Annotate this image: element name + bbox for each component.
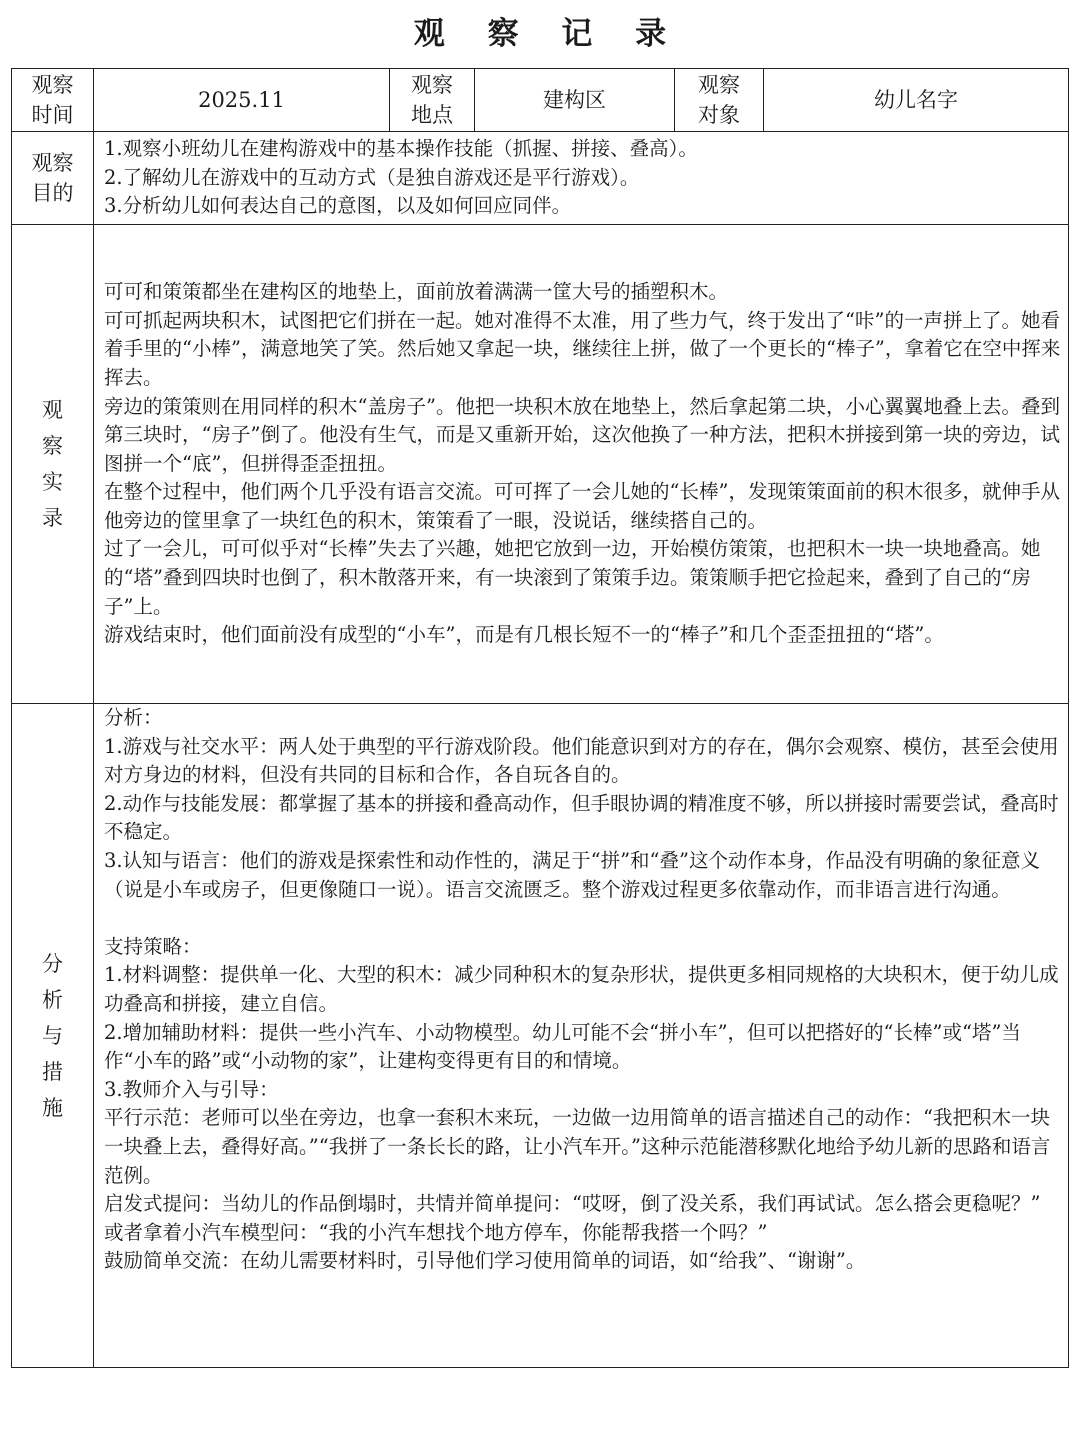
record-label-char: 实	[42, 470, 63, 494]
observation-table	[11, 68, 1069, 1368]
record-row	[12, 225, 1069, 704]
header-row	[12, 69, 1069, 132]
record-content	[94, 225, 1069, 704]
analysis-item: 1.游戏与社交水平：两人处于典型的平行游戏阶段。他们能意识到对方的存在，偶尔会观察、模仿，甚至会使用对方身边的材料，但没有共同的目标和合作，各自玩各自的。	[104, 734, 1059, 787]
spacer	[104, 904, 1064, 933]
strategy-item: 2.增加辅助材料：提供一些小汽车、小动物模型。幼儿可能不会“拼小车”，但可以把搭好的“长棒”或“塔”当作“小车的路”或“小动物的家”，让建构变得更有目的和情境。	[104, 1020, 1021, 1073]
record-label-char: 察	[42, 434, 63, 458]
purpose-content	[94, 132, 1069, 225]
record-paragraph: 可可和策策都坐在建构区的地垫上，面前放着满满一筐大号的插塑积木。	[104, 280, 729, 304]
strategy-item: 启发式提问：当幼儿的作品倒塌时，共情并简单提问：“哎呀，倒了没关系，我们再试试。怎么搭会更稳呢？” 或者拿着小汽车模型问：“我的小汽车想找个地方停车，你能帮我搭一个吗？”	[104, 1192, 1041, 1244]
analysis-row	[12, 704, 1069, 1368]
purpose-line: 2.了解幼儿在游戏中的互动方式（是独自游戏还是平行游戏）。	[104, 165, 640, 189]
analysis-item: 2.动作与技能发展：都掌握了基本的拼接和叠高动作，但手眼协调的精准度不够，所以拼接时需要尝试，叠高时不稳定。	[104, 791, 1059, 844]
analysis-label-char: 措	[42, 1059, 63, 1084]
strategy-item: 1.材料调整：提供单一化、大型的积木：减少同种积木的复杂形状，提供更多相同规格的大块积木，便于幼儿成功叠高和拼接，建立自信。	[104, 963, 1059, 1015]
analysis-content	[94, 704, 1069, 1368]
analysis-label-char: 与	[42, 1023, 63, 1048]
time-value: 2025.11	[94, 69, 390, 132]
subject-value: 幼儿名字	[764, 69, 1069, 132]
time-label: 观察 时间	[12, 69, 94, 132]
analysis-item: 3.认知与语言：他们的游戏是探索性和动作性的，满足于“拼”和“叠”这个动作本身，作品没有明确的象征意义（说是小车或房子，但更像随口一说）。语言交流匮乏。整个游戏过程更多依靠动作，而非语言进行沟通。	[104, 848, 1040, 901]
analysis-label-char: 施	[42, 1095, 63, 1120]
record-paragraph: 游戏结束时，他们面前没有成型的“小车”，而是有几根长短不一的“棒子”和几个歪歪扭扭的“塔”。	[104, 623, 944, 647]
strategy-item: 鼓励简单交流：在幼儿需要材料时，引导他们学习使用简单的词语，如“给我”、“谢谢”。	[104, 1249, 866, 1273]
strategy-heading: 支持策略：	[104, 934, 202, 958]
analysis-label-char: 析	[42, 987, 63, 1012]
strategy-item: 平行示范：老师可以坐在旁边，也拿一套积木来玩，一边做一边用简单的语言描述自己的动作：“我把积木一块一块叠上去，叠得好高。”“我拼了一条长长的路，让小汽车开。”这种示范能潜移默化地给予幼儿新的思路和语言范例。	[104, 1106, 1051, 1187]
record-paragraph: 可可抓起两块积木，试图把它们拼在一起。她对准得不太准，用了些力气，终于发出了“咔”的一声拼上了。她看着手里的“小棒”，满意地笑了笑。然后她又拿起一块，继续往上拼，做了一个更长的“棒子”，拿着它在空中挥来挥去。	[104, 308, 1061, 389]
purpose-label: 观察 目的	[12, 132, 94, 225]
record-label-char: 录	[42, 506, 63, 530]
record-label	[12, 225, 94, 704]
purpose-row	[12, 132, 1069, 225]
page-title: 观 察 记 录	[413, 16, 683, 52]
analysis-heading: 分析：	[104, 706, 163, 729]
purpose-line: 3.分析幼儿如何表达自己的意图，以及如何回应同伴。	[104, 194, 572, 218]
record-paragraph: 在整个过程中，他们两个几乎没有语言交流。可可挥了一会儿她的“长棒”，发现策策面前的积木很多，就伸手从他旁边的筐里拿了一块红色的积木，策策看了一眼，没说话，继续搭自己的。	[104, 480, 1060, 532]
place-label: 观察 地点	[390, 69, 475, 132]
record-paragraph: 旁边的策策则在用同样的积木“盖房子”。他把一块积木放在地垫上，然后拿起第二块，小心翼翼地叠上去。叠到第三块时，“房子”倒了。他没有生气，而是又重新开始，这次他换了一种方法，把积木拼接到第一块的旁边，试图拼一个“底”，但拼得歪歪扭扭。	[104, 394, 1060, 475]
record-label-char: 观	[42, 398, 63, 422]
subject-label: 观察 对象	[675, 69, 764, 132]
analysis-label	[12, 704, 94, 1368]
place-value: 建构区	[475, 69, 675, 132]
analysis-label-char: 分	[42, 951, 63, 976]
strategy-item: 3.教师介入与引导：	[104, 1077, 279, 1101]
record-paragraph: 过了一会儿，可可似乎对“长棒”失去了兴趣，她把它放到一边，开始模仿策策，也把积木一块一块地叠高。她的“塔”叠到四块时也倒了，积木散落开来，有一块滚到了策策手边。策策顺手把它捡起来，叠到了自己的“房子”上。	[104, 537, 1041, 618]
purpose-line: 1.观察小班幼儿在建构游戏中的基本操作技能（抓握、拼接、叠高）。	[104, 137, 698, 161]
